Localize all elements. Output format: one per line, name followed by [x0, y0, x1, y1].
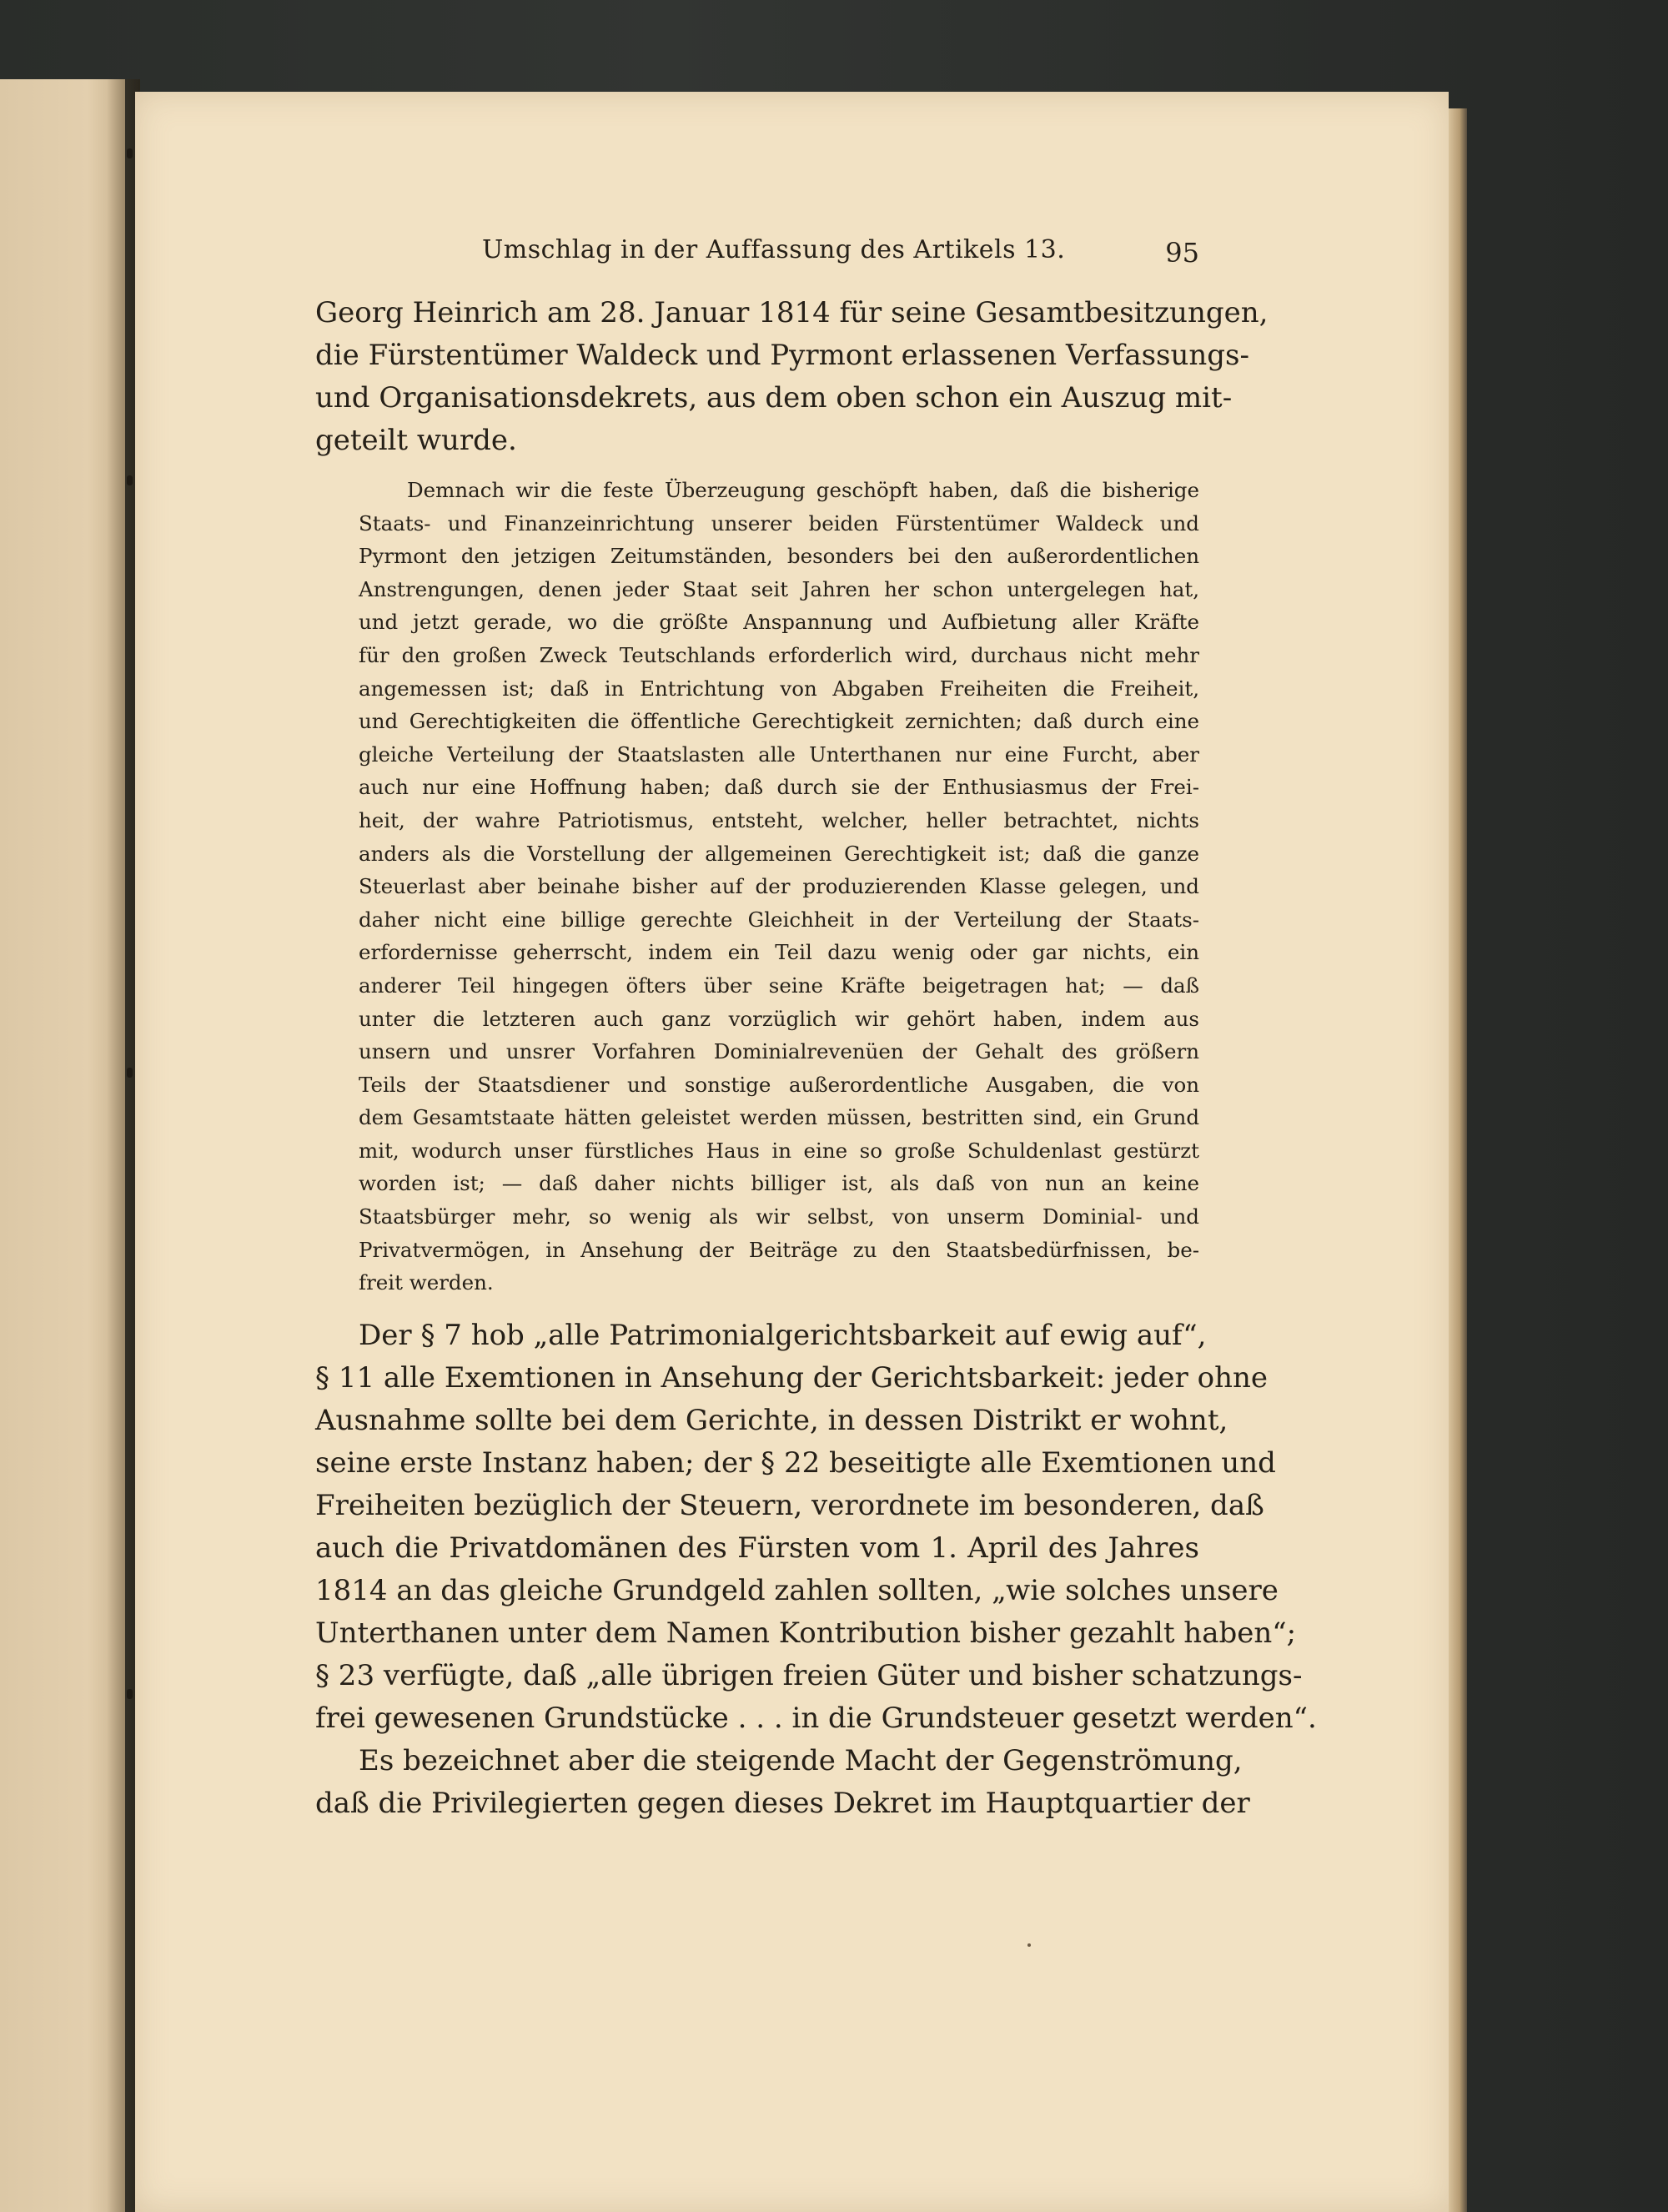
- text-line: § 23 verfügte, daß „alle übrigen freien Güter und bisher schatzungs-: [315, 1658, 1303, 1692]
- intro-paragraph: [315, 292, 1269, 462]
- text-line: seine erste Instanz haben; der § 22 beseitigte alle Exemtionen und: [315, 1445, 1276, 1480]
- quote-line: für den großen Zweck Teutschlands erforderlich wird, durchaus nicht mehr: [359, 642, 1199, 667]
- page-body: [315, 292, 1317, 1825]
- text-line: Georg Heinrich am 28. Januar 1814 für seine Gesamtbesitzungen,: [315, 296, 1269, 329]
- running-head: [315, 225, 1199, 275]
- quote-line: Staats- und Finanzeinrichtung unserer beiden Fürstentümer Waldeck und: [359, 510, 1199, 535]
- quote-line: worden ist; — daß daher nichts billiger ist, als daß von nun an keine: [359, 1171, 1199, 1196]
- quote-line: auch nur eine Hoffnung haben; daß durch sie der Enthusiasmus der Frei-: [359, 775, 1199, 800]
- quote-line: Privatvermögen, in Ansehung der Beiträge zu den Staatsbedürfnissen, be-: [359, 1237, 1199, 1262]
- main-paragraphs: [315, 1315, 1317, 1825]
- quote-line: mit, wodurch unser fürstliches Haus in eine so große Schuldenlast gestürzt: [359, 1138, 1199, 1163]
- text-line: geteilt wurde.: [315, 424, 517, 457]
- text-line: daß die Privilegierten gegen dieses Dekret im Hauptquartier der: [315, 1786, 1250, 1820]
- text-line: 1814 an das gleiche Grundgeld zahlen sollten, „wie solches unsere: [315, 1573, 1279, 1607]
- text-line: § 11 alle Exemtionen in Ansehung der Gerichtsbarkeit: jeder ohne: [315, 1360, 1268, 1395]
- quote-line: Teils der Staatsdiener und sonstige außerordentliche Ausgaben, die von: [359, 1072, 1199, 1097]
- quote-line: Steuerlast aber beinahe bisher auf der produzierenden Klasse gelegen, und: [359, 874, 1199, 899]
- page-number: 95: [1165, 237, 1199, 269]
- text-line: Ausnahme sollte bei dem Gerichte, in dessen Distrikt er wohnt,: [315, 1403, 1228, 1437]
- decree-quotation: [359, 474, 1199, 1300]
- gutter-mark: [127, 1068, 133, 1078]
- paper-speck: [1027, 1943, 1031, 1947]
- quote-line: daher nicht eine billige gerechte Gleichheit in der Verteilung der Staats-: [359, 907, 1199, 932]
- quote-line: anderer Teil hingegen öfters über seine Kräfte beigetragen hat; — daß: [359, 973, 1199, 998]
- text-line: Freiheiten bezüglich der Steuern, verordnete im besonderen, daß: [315, 1488, 1264, 1522]
- quote-line: heit, der wahre Patriotismus, entsteht, welcher, heller betrachtet, nichts: [359, 807, 1199, 832]
- gutter-mark: [127, 1689, 133, 1699]
- page-stack-edge: [1449, 108, 1467, 2212]
- quote-line: Staatsbürger mehr, so wenig als wir selbst, von unserm Dominial- und: [359, 1204, 1199, 1229]
- quote-line: angemessen ist; daß in Entrichtung von Abgaben Freiheiten die Freiheit,: [359, 676, 1199, 701]
- text-line: Es bezeichnet aber die steigende Macht der Gegenströmung,: [359, 1743, 1243, 1777]
- gutter-mark: [127, 475, 133, 485]
- quote-line: freit werden.: [359, 1270, 494, 1295]
- quote-line: erfordernisse geherrscht, indem ein Teil dazu wenig oder gar nichts, ein: [359, 940, 1199, 965]
- text-line: und Organisationsdekrets, aus dem oben schon ein Auszug mit-: [315, 381, 1233, 415]
- running-title: Umschlag in der Auffassung des Artikels 13.: [482, 235, 1066, 264]
- quote-line: gleiche Verteilung der Staatslasten alle Unterthanen nur eine Furcht, aber: [359, 742, 1199, 767]
- quote-line: unter die letzteren auch ganz vorzüglich wir gehört haben, indem aus: [359, 1006, 1199, 1031]
- quote-line: und jetzt gerade, wo die größte Anspannung und Aufbietung aller Kräfte: [359, 610, 1199, 635]
- quote-line: und Gerechtigkeiten die öffentliche Gerechtigkeit zernichten; daß durch eine: [359, 709, 1199, 734]
- text-line: Der § 7 hob „alle Patrimonialgerichtsbarkeit auf ewig auf“,: [359, 1318, 1207, 1352]
- quote-line: Demnach wir die feste Überzeugung geschöpft haben, daß die bisherige: [407, 478, 1199, 502]
- gutter-mark: [127, 148, 133, 158]
- quote-line: Anstrengungen, denen jeder Staat seit Jahren her schon untergelegen hat,: [359, 576, 1199, 601]
- text-line: Unterthanen unter dem Namen Kontribution bisher gezahlt haben“;: [315, 1616, 1297, 1650]
- text-line: auch die Privatdomänen des Fürsten vom 1. April des Jahres: [315, 1531, 1199, 1565]
- text-line: die Fürstentümer Waldeck und Pyrmont erlassenen Verfassungs-: [315, 339, 1249, 372]
- quote-line: anders als die Vorstellung der allgemeinen Gerechtigkeit ist; daß die ganze: [359, 841, 1199, 866]
- quote-line: unsern und unsrer Vorfahren Dominialrevenüen der Gehalt des größern: [359, 1039, 1199, 1064]
- text-line: frei gewesenen Grundstücke . . . in die Grundsteuer gesetzt werden“.: [315, 1701, 1317, 1735]
- quote-line: Pyrmont den jetzigen Zeitumständen, besonders bei den außerordentlichen: [359, 544, 1199, 569]
- quote-line: dem Gesamtstaate hätten geleistet werden müssen, bestritten sind, ein Grund: [359, 1105, 1199, 1130]
